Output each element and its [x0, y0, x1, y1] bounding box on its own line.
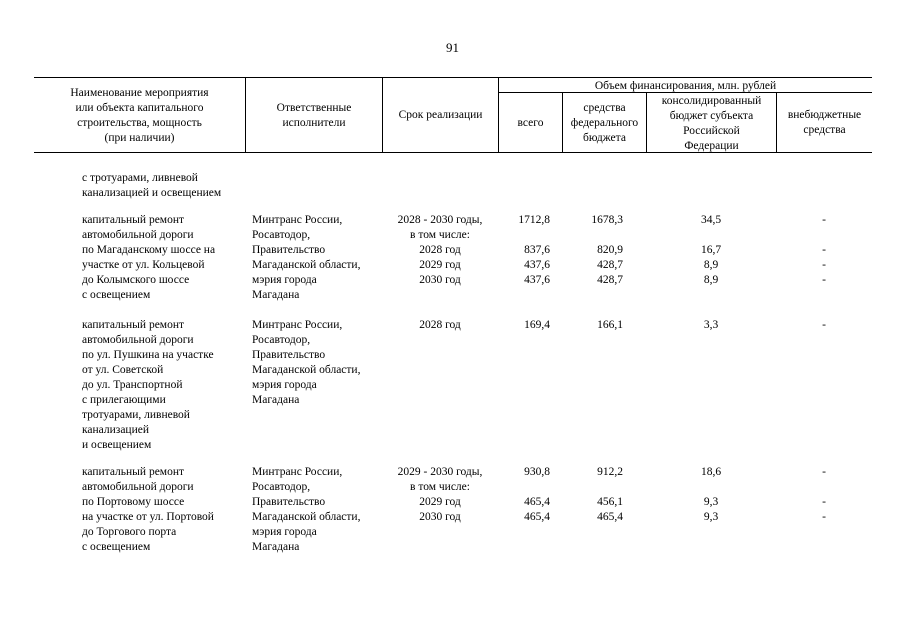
- row-name: капитальный ремонт автомобильной дороги по Магаданскому шоссе на участке от ул. Кольцевой до Колымского шоссе с освещением: [82, 214, 216, 301]
- row-total: 1712,8 837,6 437,6 437,6: [518, 214, 550, 286]
- row-total: 169,4: [524, 319, 550, 331]
- row-consolidated: 34,5 16,7 8,9 8,9: [700, 214, 722, 286]
- row-executors: Минтранс России, Росавтодор, Правительство Магаданской области, мэрия города Магадана: [252, 319, 361, 406]
- row-consolidated: 18,6 9,3 9,3: [700, 466, 722, 523]
- header-term: Срок реализации: [398, 109, 483, 121]
- row-term: 2029 - 2030 годы, в том числе: 2029 год 2030 год: [397, 466, 483, 523]
- row-consolidated: 3,3: [703, 319, 719, 331]
- row-name: капитальный ремонт автомобильной дороги по Портовому шоссе на участке от ул. Портовой до Торгового порта с освещением: [82, 466, 214, 553]
- row-extra: - - - -: [822, 214, 826, 286]
- row-federal: 1678,3 820,9 428,7 428,7: [591, 214, 623, 286]
- header-federal: средства федерального бюджета: [570, 102, 639, 144]
- header-extra: внебюджетные средства: [787, 109, 862, 136]
- row-executors: Минтранс России, Росавтодор, Правительство Магаданской области, мэрия города Магадана: [252, 214, 361, 301]
- page-number: 91: [446, 40, 459, 55]
- row-term: 2028 год: [419, 319, 461, 331]
- header-consolidated: консолидированный бюджет субъекта Российской Федерации: [661, 95, 762, 152]
- row-extra: -: [822, 319, 826, 331]
- row-name: капитальный ремонт автомобильной дороги по ул. Пушкина на участке от ул. Советской до ул. Транспортной с прилегающими тротуарами, ливневой канализацией и освещением: [82, 319, 214, 451]
- row-federal: 166,1: [597, 319, 623, 331]
- row-extra: - - -: [822, 466, 826, 523]
- header-total: всего: [517, 117, 544, 129]
- header-executors: Ответственные исполнители: [276, 102, 352, 129]
- row-total: 930,8 465,4 465,4: [524, 466, 550, 523]
- header-top-rule: [34, 77, 872, 78]
- row-executors: Минтранс России, Росавтодор, Правительство Магаданской области, мэрия города Магадана: [252, 466, 361, 553]
- header-name: Наименование мероприятия или объекта капитального строительства, мощность (при наличии): [70, 87, 209, 144]
- header-financing: Объем финансирования, млн. рублей: [594, 80, 777, 92]
- row-term: 2028 - 2030 годы, в том числе: 2028 год 2029 год 2030 год: [397, 214, 483, 286]
- row-name: с тротуарами, ливневой канализацией и освещением: [82, 172, 222, 199]
- row-federal: 912,2 456,1 465,4: [597, 466, 623, 523]
